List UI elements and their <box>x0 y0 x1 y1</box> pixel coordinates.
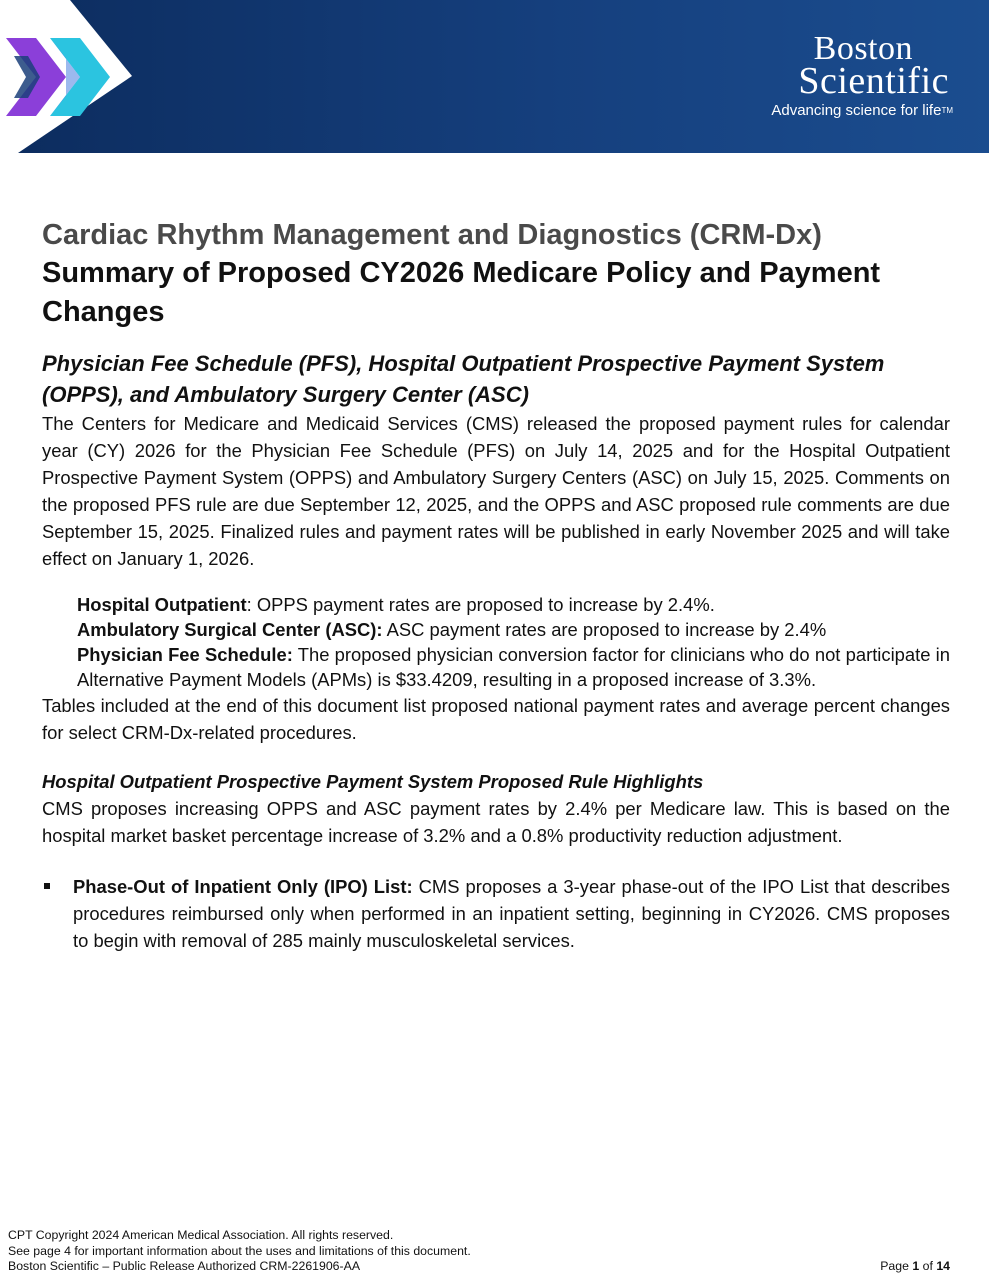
logo-tagline-text: Advancing science for life <box>771 102 942 119</box>
footer-notice: See page 4 for important information about the uses and limitations of this document. <box>8 1243 471 1258</box>
highlight-text: ASC payment rates are proposed to increase by 2.4% <box>382 619 827 640</box>
page-footer <box>8 1228 950 1275</box>
footer-line3 <box>8 1259 950 1275</box>
highlight-label: Physician Fee Schedule: <box>77 644 293 665</box>
rate-highlights <box>77 592 950 692</box>
highlight-asc <box>77 617 950 642</box>
highlight-text: OPPS payment rates are proposed to increase by 2.4%. <box>251 594 715 615</box>
document-subtitle: Physician Fee Schedule (PFS), Hospital Outpatient Prospective Payment System (OPPS), and Ambulatory Surgery Center (ASC) <box>42 351 885 407</box>
highlight-separator: : <box>246 594 252 615</box>
highlight-text: The proposed physician conversion factor for clinicians who do not participate in Alternative Payment Models (APMs) is $33.4209, resulting in a proposed increase of 3.3%. <box>77 644 950 690</box>
document-title-line1: Cardiac Rhythm Management and Diagnostics (CRM-Dx) <box>42 219 822 251</box>
logo-tagline <box>771 100 953 122</box>
page-total: 14 <box>936 1259 950 1273</box>
bullet-square-icon <box>44 883 50 889</box>
opps-paragraph: CMS proposes increasing OPPS and ASC payment rates by 2.4% per Medicare law. This is based on the hospital market basket percentage increase of 3.2% and a 0.8% productivity reduction adjustment. <box>42 798 950 846</box>
bullet-text: CMS proposes a 3-year phase-out of the IPO List that describes procedures reimbursed only when performed in an inpatient setting, beginning in CY2026. CMS proposes to begin with removal of 285 mainly musculoskeletal services. <box>73 876 950 951</box>
tables-note-paragraph: Tables included at the end of this document list proposed national payment rates and average percent changes for select CRM-Dx-related procedures. <box>42 695 950 743</box>
boston-scientific-logo <box>771 30 953 122</box>
highlight-label: Hospital Outpatient <box>77 594 247 615</box>
page-of: of <box>922 1259 933 1273</box>
document-body <box>42 216 950 954</box>
header-banner <box>0 0 989 153</box>
intro-paragraph: The Centers for Medicare and Medicaid Services (CMS) released the proposed payment rules for calendar year (CY) 2026 for the Physician Fee Schedule (PFS) on July 14, 2025 and for the Hospital Outpatient Prospective Payment System (OPPS) and Ambulatory Surgery Centers (ASC) on July 15, 2025. Comments on the proposed PFS rule are due September 12, 2025, and the OPPS and ASC proposed rule comments are due September 15, 2025. Finalized rules and payment rates will be published in early November 2025 and will take effect on January 1, 2026. <box>42 413 950 569</box>
highlight-hospital-outpatient <box>77 592 950 617</box>
bullet-ipo-phase-out <box>42 873 950 954</box>
trademark-symbol: TM <box>941 106 953 115</box>
logo-word-boston: Boston <box>813 30 913 67</box>
page-word: Page <box>880 1259 909 1273</box>
page-current: 1 <box>912 1259 920 1273</box>
opps-section-heading: Hospital Outpatient Prospective Payment System Proposed Rule Highlights <box>42 771 704 792</box>
footer-copyright: CPT Copyright 2024 American Medical Association. All rights reserved. <box>8 1228 394 1242</box>
logo-word-scientific: Scientific <box>798 60 949 102</box>
page-number <box>880 1259 950 1275</box>
document-title-line2: Summary of Proposed CY2026 Medicare Policy and Payment Changes <box>42 257 881 328</box>
highlight-pfs <box>77 642 950 692</box>
footer-release: Boston Scientific – Public Release Authorized CRM-2261906-AA <box>8 1259 361 1273</box>
highlight-label: Ambulatory Surgical Center (ASC): <box>77 619 383 640</box>
bullet-label: Phase-Out of Inpatient Only (IPO) List: <box>73 876 413 897</box>
